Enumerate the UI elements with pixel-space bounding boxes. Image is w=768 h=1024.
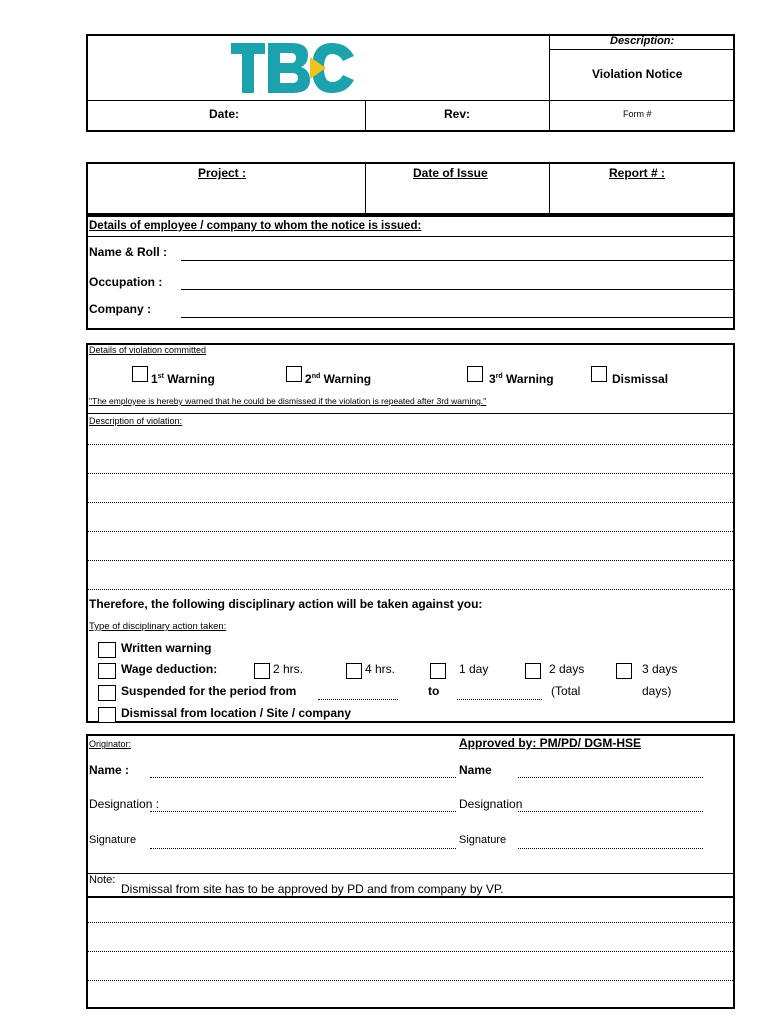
employee-heading: Details of employee / company to whom the notice is issued: — [89, 220, 422, 232]
written-warning-label: Written warning — [121, 641, 212, 655]
warning-note: "The employee is hereby warned that he could be dismissed if the violation is repeated after 3rd warning." — [89, 396, 487, 406]
four-hours-checkbox[interactable] — [346, 663, 362, 679]
two-hours-label: 2 hrs. — [273, 662, 304, 676]
rev-label: Rev: — [444, 107, 471, 121]
originator-label: Originator: — [89, 739, 132, 749]
form-number-label: Form # — [623, 109, 652, 119]
first-warning-checkbox[interactable] — [132, 366, 148, 382]
description-line[interactable] — [88, 531, 733, 532]
header-divider — [550, 49, 734, 50]
originator-signature-field[interactable] — [150, 848, 456, 849]
violation-divider — [87, 413, 734, 414]
suspended-checkbox[interactable] — [98, 685, 116, 701]
header-divider — [365, 100, 366, 131]
approver-name-label: Name — [459, 763, 492, 777]
written-warning-checkbox[interactable] — [98, 642, 116, 658]
description-line[interactable] — [88, 444, 733, 445]
violation-heading: Details of violation committed — [89, 345, 207, 355]
approver-designation-field[interactable] — [518, 811, 703, 812]
dismissal-location-checkbox[interactable] — [98, 707, 116, 723]
originator-name-label: Name : — [89, 763, 130, 777]
second-warning-label: 2nd Warning — [305, 372, 372, 386]
approver-designation-label: Designation — [459, 797, 523, 811]
days-label: days) — [642, 684, 672, 698]
info-divider — [365, 163, 366, 214]
tbc-logo-icon — [230, 42, 356, 94]
name-roll-field[interactable] — [181, 260, 733, 261]
description-label: Description: — [610, 35, 675, 47]
two-hours-checkbox[interactable] — [254, 663, 270, 679]
one-day-label: 1 day — [459, 662, 489, 676]
wage-deduction-label: Wage deduction: — [121, 662, 218, 676]
company-field[interactable] — [181, 317, 733, 318]
three-days-label: 3 days — [642, 662, 678, 676]
heading-underline-row — [87, 236, 734, 237]
suspended-to-field[interactable] — [457, 699, 542, 700]
two-days-label: 2 days — [549, 662, 585, 676]
company-label: Company : — [89, 302, 152, 316]
originator-designation-label: Designation : — [89, 797, 160, 811]
note-line[interactable] — [88, 980, 733, 981]
header-divider — [87, 100, 734, 101]
three-days-checkbox[interactable] — [616, 663, 632, 679]
approver-signature-label: Signature — [459, 834, 507, 846]
signoff-box — [86, 734, 735, 1009]
project-label: Project : — [198, 166, 247, 180]
date-of-issue-label: Date of Issue — [413, 166, 488, 180]
description-line[interactable] — [88, 502, 733, 503]
first-warning-label: 1st Warning — [151, 372, 215, 386]
note-divider — [87, 873, 734, 874]
description-line[interactable] — [88, 473, 733, 474]
name-roll-label: Name & Roll : — [89, 245, 168, 259]
originator-designation-field[interactable] — [150, 811, 456, 812]
description-of-violation-label: Description of violation: — [89, 416, 183, 426]
action-type-label: Type of disciplinary action taken: — [89, 621, 227, 632]
company-logo — [230, 42, 356, 94]
third-warning-checkbox[interactable] — [467, 366, 483, 382]
report-number-label: Report # : — [609, 166, 666, 180]
second-warning-checkbox[interactable] — [286, 366, 302, 382]
employee-details-box — [86, 215, 735, 330]
description-line[interactable] — [88, 589, 733, 590]
dismissal-checkbox[interactable] — [591, 366, 607, 382]
occupation-label: Occupation : — [89, 275, 163, 289]
approver-name-field[interactable] — [518, 777, 703, 778]
to-label: to — [428, 684, 440, 698]
note-text: Dismissal from site has to be approved by PD and from company by VP. — [121, 882, 504, 896]
disciplinary-heading: Therefore, the following disciplinary action will be taken against you: — [89, 597, 483, 611]
info-divider — [549, 163, 550, 214]
two-days-checkbox[interactable] — [525, 663, 541, 679]
occupation-field[interactable] — [181, 289, 733, 290]
dismissal-location-label: Dismissal from location / Site / company — [121, 706, 352, 720]
approver-signature-field[interactable] — [518, 848, 703, 849]
one-day-checkbox[interactable] — [430, 663, 446, 679]
originator-name-field[interactable] — [150, 777, 456, 778]
suspended-label: Suspended for the period from — [121, 684, 297, 698]
date-label: Date: — [209, 107, 240, 121]
note-divider — [87, 896, 734, 898]
description-value: Violation Notice — [592, 67, 683, 81]
originator-signature-label: Signature — [89, 834, 137, 846]
suspended-from-field[interactable] — [318, 699, 398, 700]
third-warning-label: 3rd Warning — [489, 372, 554, 386]
total-label: (Total — [551, 684, 581, 698]
note-line[interactable] — [88, 951, 733, 952]
dismissal-label: Dismissal — [612, 372, 669, 386]
four-hours-label: 4 hrs. — [365, 662, 396, 676]
description-line[interactable] — [88, 560, 733, 561]
note-line[interactable] — [88, 922, 733, 923]
wage-deduction-checkbox[interactable] — [98, 663, 116, 679]
approved-by-label: Approved by: PM/PD/ DGM-HSE — [459, 736, 642, 750]
note-label: Note: — [89, 874, 116, 886]
